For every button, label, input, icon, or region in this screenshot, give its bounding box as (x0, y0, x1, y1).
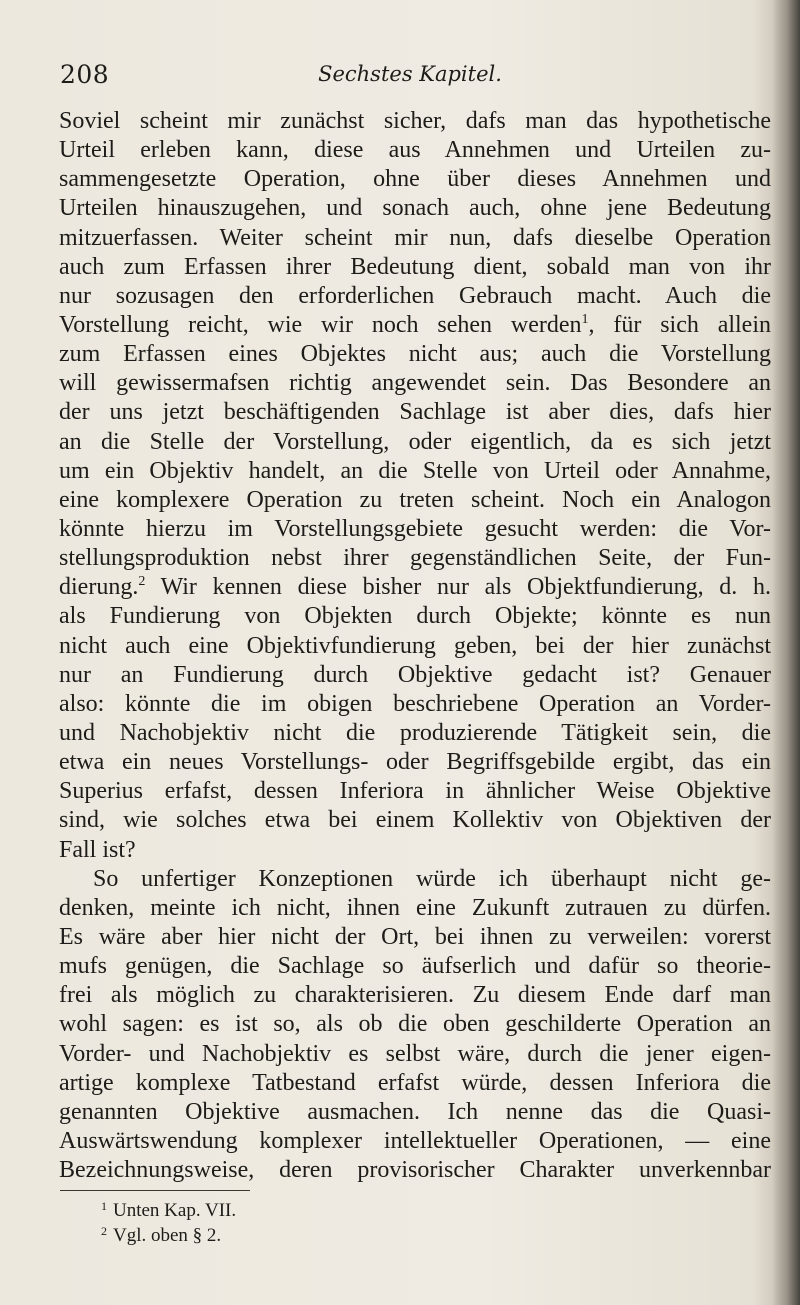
footnote-ref: 2 (138, 574, 146, 590)
text-segment: dierung. (59, 574, 139, 601)
text-line: artige komplexe Tatbestand erfafst würde, dessen Inferiora die (59, 1069, 771, 1096)
page-number: 208 (60, 60, 110, 89)
text-line: will gewissermafsen richtig angewendet sein. Das Besondere an (59, 370, 771, 397)
text-line: Urteil erleben kann, diese aus Annehmen und Urteilen zu- (59, 137, 771, 164)
footnotes (101, 1198, 236, 1248)
text-line: Vorder- und Nachobjektiv es selbst wäre, durch die jener eigen- (59, 1040, 771, 1067)
text-segment: Vorstellung reicht, wie wir noch sehen werden (59, 311, 582, 338)
text-line: frei als möglich zu charakterisieren. Zu diesem Ende darf man (59, 982, 771, 1009)
text-line: Superius erfafst, dessen Inferiora in ähnlicher Weise Objektive (59, 778, 771, 805)
text-line: Soviel scheint mir zunächst sicher, dafs man das hypothetische (59, 108, 771, 134)
text-line: stellungsproduktion nebst ihrer gegenständlichen Seite, der Fun- (59, 545, 771, 572)
text-line: der uns jetzt beschäftigenden Sachlage ist aber dies, dafs hier (59, 399, 771, 426)
text-line: zum Erfassen eines Objektes nicht aus; auch die Vorstellung (59, 341, 771, 368)
text-line: auch zum Erfassen ihrer Bedeutung dient, sobald man von ihr (59, 253, 771, 280)
footnote-ref: 1 (581, 311, 589, 327)
text-line: Bezeichnungsweise, deren provisorischer Charakter unverkennbar (59, 1157, 771, 1184)
text-line (59, 573, 771, 602)
footnote-divider (60, 1190, 250, 1191)
footnote-marker: 2 (101, 1224, 107, 1238)
text-line: etwa ein neues Vorstellungs- oder Begriffsgebilde ergibt, das ein (59, 749, 771, 776)
footnote-marker: 1 (101, 1199, 107, 1213)
footnote-text: Unten Kap. VII. (113, 1200, 237, 1221)
text-line: nur sozusagen den erforderlichen Gebrauch macht. Auch die (59, 282, 771, 309)
text-line: denken, meinte ich nicht, ihnen eine Zukunft zutrauen zu dürfen. (59, 894, 771, 921)
text-line: könnte hierzu im Vorstellungsgebiete gesucht werden: die Vor- (59, 515, 771, 542)
text-line: nicht auch eine Objektivfundierung geben, bei der hier zunächst (59, 632, 771, 659)
text-line: also: könnte die im obigen beschriebene Operation an Vorder- (59, 690, 771, 717)
footnote-text: Vgl. oben § 2. (113, 1225, 222, 1246)
text-line (59, 311, 771, 340)
text-line: Es wäre aber hier nicht der Ort, bei ihnen zu verweilen: vorerst (59, 923, 771, 950)
footnote (101, 1198, 236, 1223)
running-head: Sechstes Kapitel. (318, 62, 502, 86)
text-line: mufs genügen, die Sachlage so äufserlich und dafür so theorie- (59, 953, 771, 980)
text-line: genannten Objektive ausmachen. Ich nenne das die Quasi- (59, 1098, 771, 1125)
text-line: Auswärtswendung komplexer intellektueller Operationen, — eine (59, 1127, 771, 1154)
text-segment: Wir kennen diese bisher nur als Objektfundierung, d. h. (145, 574, 771, 601)
page-header (60, 60, 750, 90)
text-line: sammengesetzte Operation, ohne über dieses Annehmen und (59, 166, 771, 193)
text-line: als Fundierung von Objekten durch Objekte; könnte es nun (59, 603, 771, 630)
footnote (101, 1223, 236, 1248)
page-edge-shadow (772, 0, 800, 1305)
text-line: mitzuerfassen. Weiter scheint mir nun, dafs dieselbe Operation (59, 224, 771, 251)
text-line: an die Stelle der Vorstellung, oder eigentlich, da es sich jetzt (59, 428, 771, 455)
text-line: und Nachobjektiv nicht die produzierende Tätigkeit sein, die (59, 719, 771, 746)
body-text (59, 107, 771, 1185)
text-line: So unfertiger Konzeptionen würde ich überhaupt nicht ge- (93, 865, 771, 892)
text-line: um ein Objektiv handelt, an die Stelle von Urteil oder Annahme, (59, 457, 771, 484)
text-line: Fall ist? (59, 836, 136, 863)
text-line: wohl sagen: es ist so, als ob die oben geschilderte Operation an (59, 1011, 771, 1038)
text-segment: , für sich allein (588, 311, 772, 338)
text-line: Urteilen hinauszugehen, und sonach auch, ohne jene Bedeutung (59, 195, 771, 222)
text-line: eine komplexere Operation zu treten scheint. Noch ein Analogon (59, 486, 771, 513)
text-line: sind, wie solches etwa bei einem Kollektiv von Objektiven der (59, 807, 771, 834)
text-line: nur an Fundierung durch Objektive gedacht ist? Genauer (59, 661, 771, 688)
